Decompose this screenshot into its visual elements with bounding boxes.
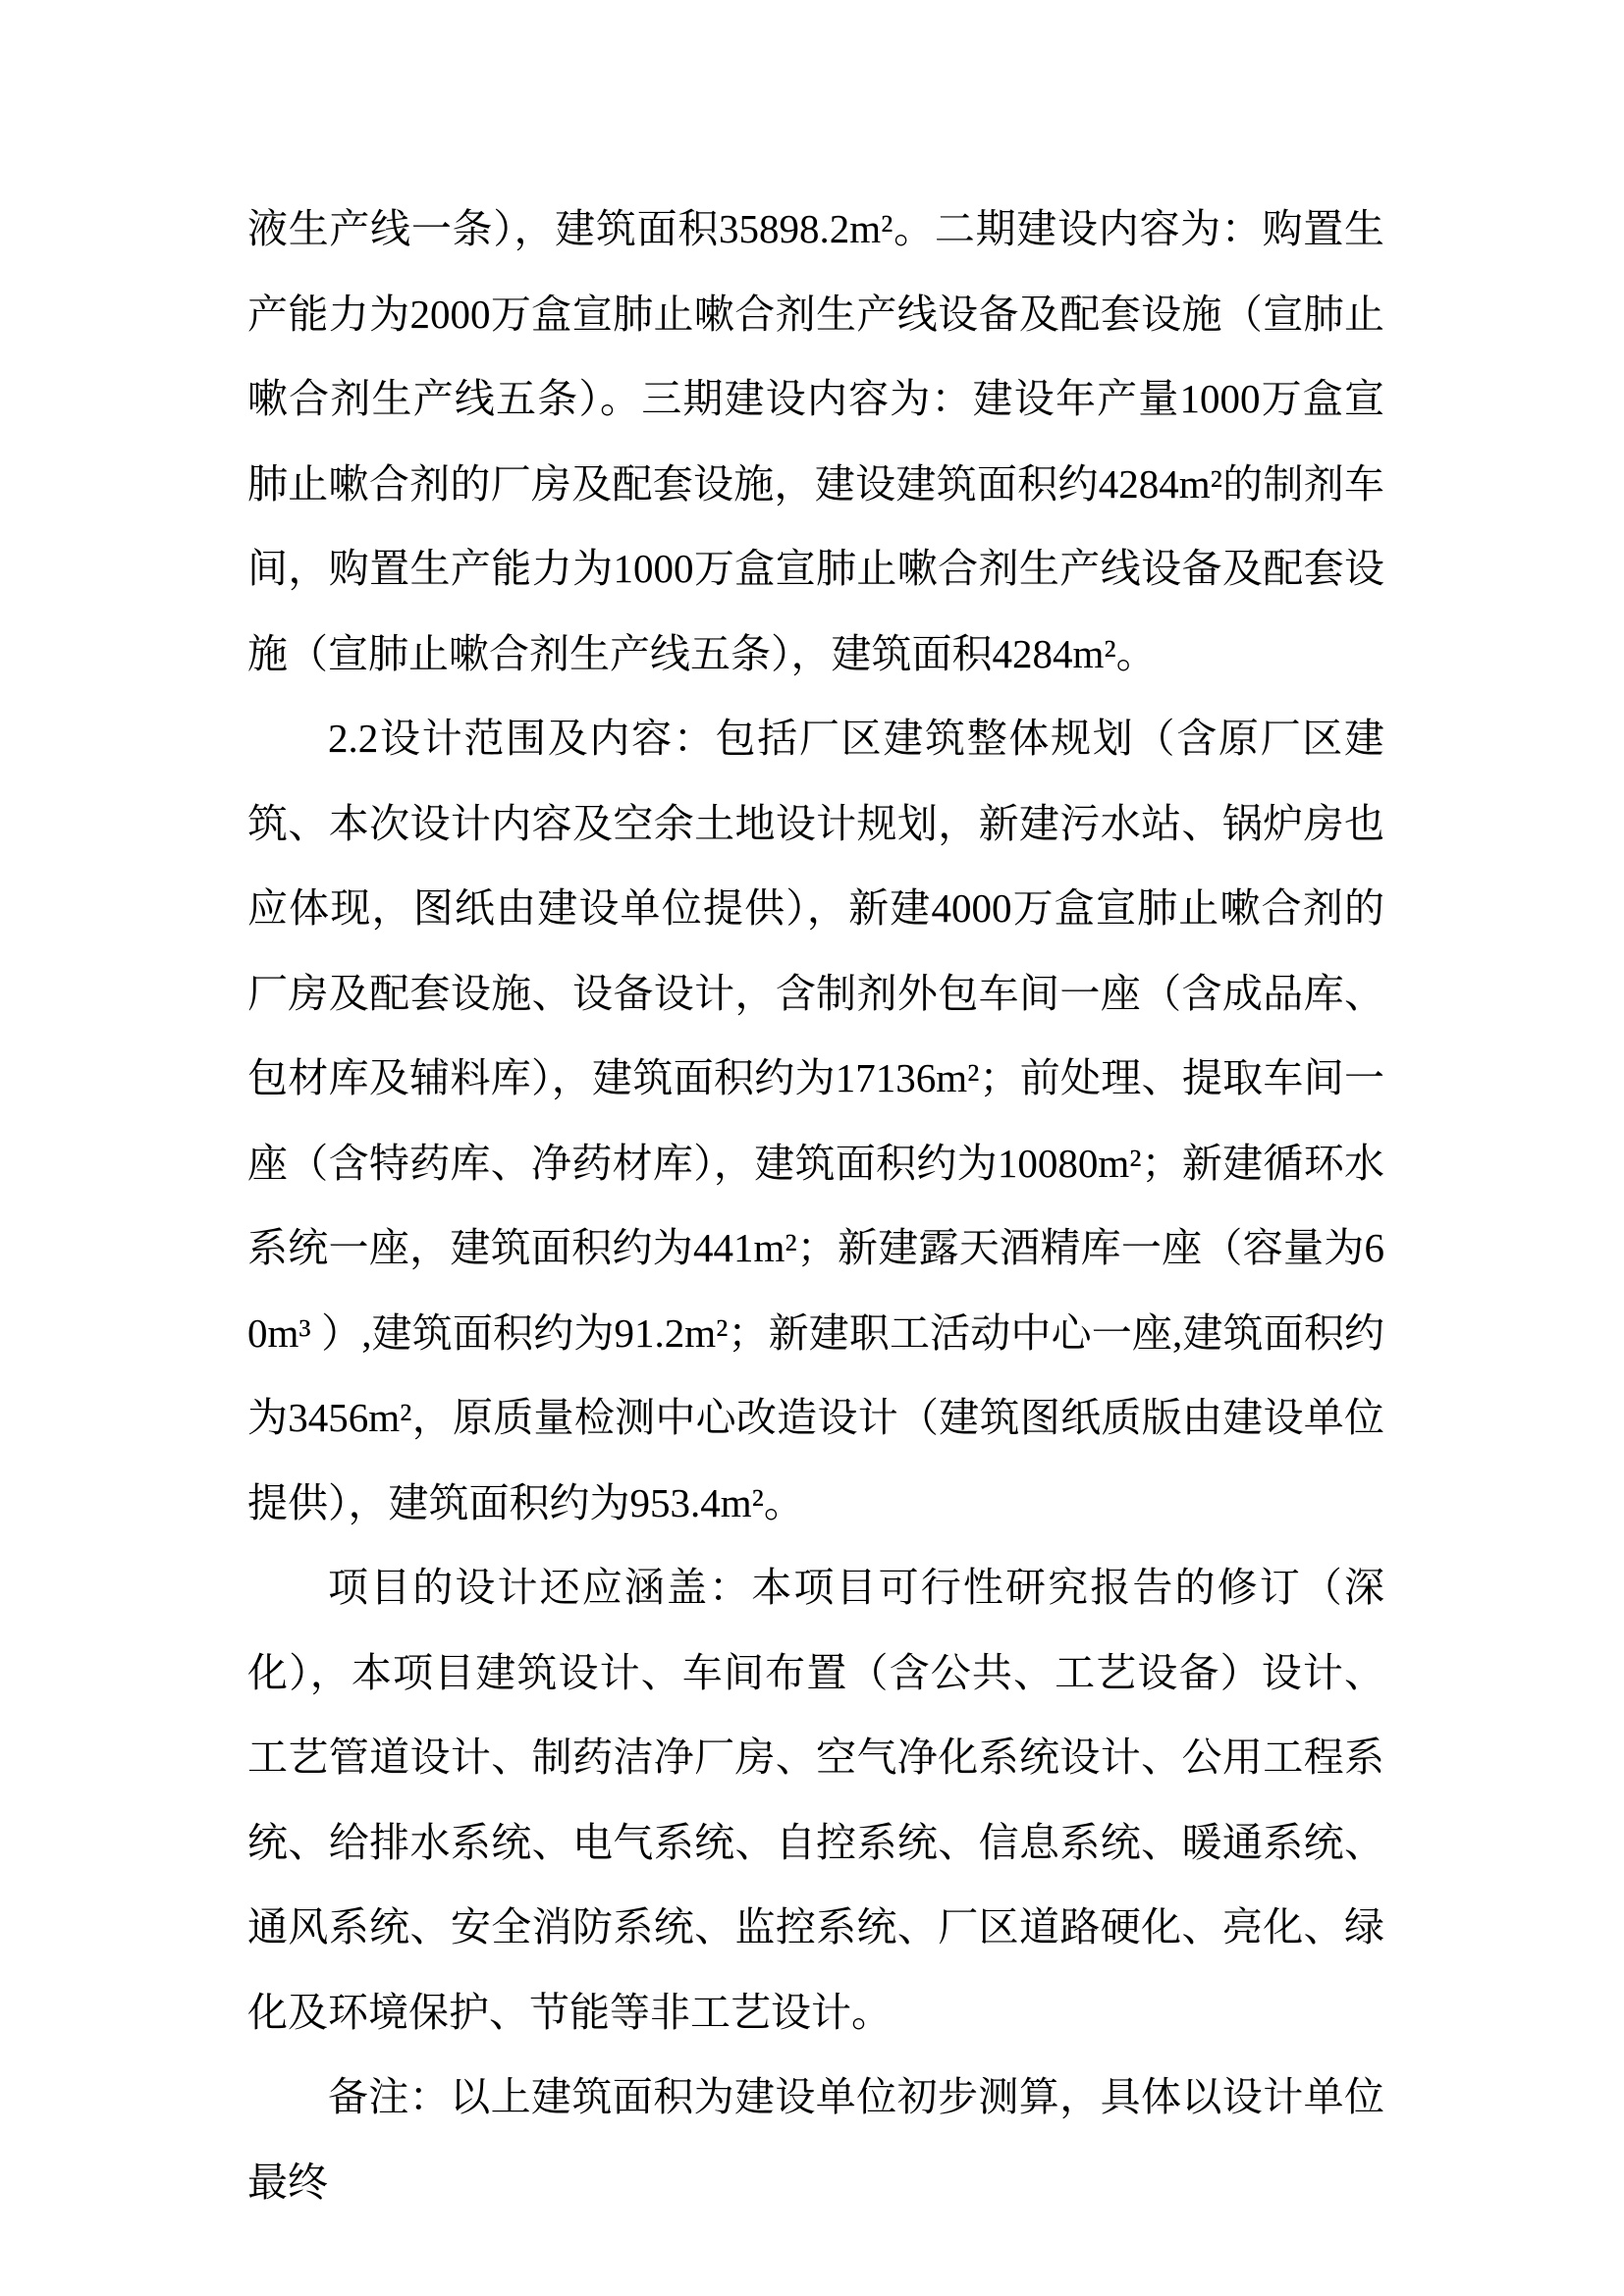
document-body xyxy=(247,187,1384,2224)
paragraph-remark: 备注：以上建筑面积为建设单位初步测算，具体以设计单位最终 xyxy=(247,2074,1384,2205)
paragraph-construction-phases: 液生产线一条），建筑面积35898.2m²。二期建设内容为：购置生产能力为2000万盒宣肺止嗽合剂生产线设备及配套设施（宣肺止嗽合剂生产线五条）。三期建设内容为：建设年产量1000万盒宣肺止嗽合剂的厂房及配套设施，建设建筑面积约4284m²的制剂车间，购置生产能力为1000万盒宣肺止嗽合剂生产线设备及配套设施（宣肺止嗽合剂生产线五条），建筑面积4284m²。 xyxy=(247,206,1384,676)
paragraph-design-coverage: 项目的设计还应涵盖：本项目可行性研究报告的修订（深化），本项目建筑设计、车间布置（含公共、工艺设备）设计、工艺管道设计、制药洁净厂房、空气净化系统设计、公用工程系统、给排水系统、电气系统、自控系统、信息系统、暖通系统、通风系统、安全消防系统、监控系统、厂区道路硬化、亮化、绿化及环境保护、节能等非工艺设计。 xyxy=(247,1565,1384,2035)
paragraph-design-scope: 2.2设计范围及内容：包括厂区建筑整体规划（含原厂区建筑、本次设计内容及空余土地设计规划，新建污水站、锅炉房也应体现，图纸由建设单位提供），新建4000万盒宣肺止嗽合剂的厂房及配套设施、设备设计，含制剂外包车间一座（含成品库、包材库及辅料库），建筑面积约为17136m²；前处理、提取车间一座（含特药库、净药材库），建筑面积约为10080m²；新建循环水系统一座，建筑面积约为441m²；新建露天酒精库一座（容量为60m³ ）,建筑面积约为91.2m²；新建职工活动中心一座,建筑面积约为3456m²，原质量检测中心改造设计（建筑图纸质版由建设单位提供），建筑面积约为953.4m²。 xyxy=(247,716,1384,1525)
